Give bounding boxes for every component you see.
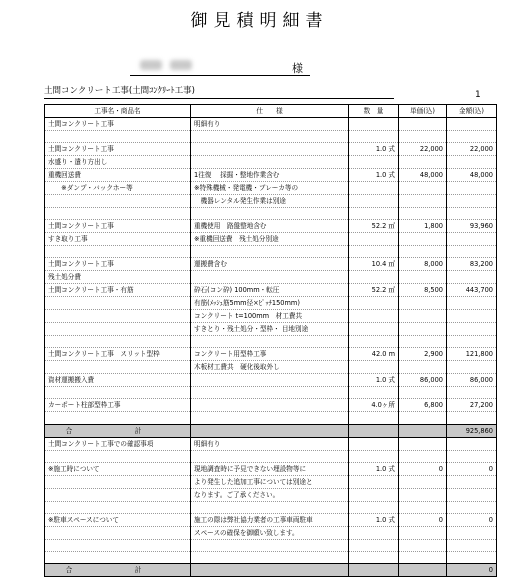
cell-quantity xyxy=(349,182,399,195)
cell-spec: 砕石(コン砕) 100mm・転圧 xyxy=(191,284,349,297)
cell-spec xyxy=(191,399,349,412)
cell-spec: 施工の際は弊社協力業者の工事車両駐車 xyxy=(191,513,349,526)
cell-unit-price xyxy=(399,387,447,399)
cell-unit-price: 6,800 xyxy=(399,399,447,412)
table-row xyxy=(45,258,497,271)
cell-amount xyxy=(447,526,497,539)
cell-unit-price xyxy=(399,551,447,563)
table-row xyxy=(45,271,497,284)
cell-item-name: 重機回送費 xyxy=(45,169,191,182)
cell-spec xyxy=(191,539,349,551)
cell-quantity xyxy=(349,551,399,563)
cell-spec xyxy=(191,143,349,156)
cell-quantity xyxy=(349,501,399,513)
table-row xyxy=(45,374,497,387)
cell-amount xyxy=(447,437,497,450)
cell-quantity xyxy=(349,539,399,551)
table-row xyxy=(45,551,497,563)
cell-spec xyxy=(191,131,349,143)
cell-item-name: カーポート柱部型枠工事 xyxy=(45,399,191,412)
cell-item-name: 合 計 xyxy=(45,424,191,437)
cell-unit-price xyxy=(399,195,447,208)
cell-item-name xyxy=(45,246,191,258)
cell-amount xyxy=(447,336,497,348)
cell-item-name: 土間コンクリート工事 xyxy=(45,118,191,131)
table-row xyxy=(45,195,497,208)
cell-spec: 運搬費含む xyxy=(191,258,349,271)
cell-quantity xyxy=(349,233,399,246)
cell-quantity xyxy=(349,475,399,488)
cell-item-name xyxy=(45,208,191,220)
cell-quantity xyxy=(349,246,399,258)
cell-unit-price: 8,000 xyxy=(399,258,447,271)
cell-quantity: 4.0ヶ所 xyxy=(349,399,399,412)
cell-quantity xyxy=(349,563,399,576)
cell-quantity xyxy=(349,412,399,424)
cell-item-name xyxy=(45,195,191,208)
cell-spec: コンクリート t=100mm 材工費共 xyxy=(191,310,349,323)
cell-unit-price xyxy=(399,475,447,488)
table-row xyxy=(45,437,497,450)
cell-unit-price xyxy=(399,563,447,576)
cell-unit-price xyxy=(399,539,447,551)
estimate-table xyxy=(44,104,497,577)
cell-item-name: 土間コンクリート工事 スリット型枠 xyxy=(45,348,191,361)
cell-item-name xyxy=(45,539,191,551)
cell-item-name: 土間コンクリート工事での確認事項 xyxy=(45,437,191,450)
redacted-name-block xyxy=(140,60,162,70)
cell-spec: より発生した追加工事については別途と xyxy=(191,475,349,488)
cell-unit-price xyxy=(399,208,447,220)
table-row xyxy=(45,208,497,220)
table-row xyxy=(45,233,497,246)
table-row xyxy=(45,513,497,526)
table-row xyxy=(45,220,497,233)
cell-quantity xyxy=(349,131,399,143)
table-row xyxy=(45,169,497,182)
table-row xyxy=(45,156,497,169)
cell-quantity xyxy=(349,526,399,539)
cell-quantity xyxy=(349,297,399,310)
cell-spec xyxy=(191,387,349,399)
cell-spec xyxy=(191,156,349,169)
cell-unit-price xyxy=(399,271,447,284)
cell-unit-price: 48,000 xyxy=(399,169,447,182)
cell-quantity xyxy=(349,195,399,208)
cell-spec xyxy=(191,374,349,387)
cell-quantity xyxy=(349,323,399,336)
cell-amount xyxy=(447,182,497,195)
cell-unit-price xyxy=(399,118,447,131)
cell-unit-price: 22,000 xyxy=(399,143,447,156)
table-row xyxy=(45,361,497,374)
cell-unit-price xyxy=(399,233,447,246)
table-row xyxy=(45,424,497,437)
redacted-name-block xyxy=(170,60,192,70)
table-row xyxy=(45,143,497,156)
cell-quantity xyxy=(349,450,399,462)
header-item-name: 工事名・商品名 xyxy=(45,105,191,118)
cell-amount xyxy=(447,551,497,563)
cell-item-name xyxy=(45,387,191,399)
cell-item-name: 資材運搬搬入費 xyxy=(45,374,191,387)
cell-spec: 有筋(ﾒｯｼｭ筋5mm径×ﾋﾟｯﾁ150mm) xyxy=(191,297,349,310)
cell-unit-price xyxy=(399,501,447,513)
cell-spec xyxy=(191,450,349,462)
cell-quantity xyxy=(349,336,399,348)
cell-spec: 1往復 採掘・整地作業含む xyxy=(191,169,349,182)
cell-item-name: 合 計 xyxy=(45,563,191,576)
cell-item-name: 水盛り・遣り方出し xyxy=(45,156,191,169)
table-header-row xyxy=(45,105,497,118)
table-row xyxy=(45,131,497,143)
cell-item-name xyxy=(45,475,191,488)
header-amount: 金額(込) xyxy=(447,105,497,118)
cell-unit-price xyxy=(399,336,447,348)
cell-item-name xyxy=(45,488,191,501)
cell-amount xyxy=(447,156,497,169)
cell-item-name: 土間コンクリート工事 xyxy=(45,143,191,156)
cell-unit-price xyxy=(399,526,447,539)
cell-amount xyxy=(447,412,497,424)
cell-quantity: 10.4 ㎡ xyxy=(349,258,399,271)
cell-item-name: 土間コンクリート工事 xyxy=(45,220,191,233)
table-row xyxy=(45,563,497,576)
cell-spec: スペースの確保を御願い致します。 xyxy=(191,526,349,539)
cell-unit-price xyxy=(399,412,447,424)
cell-amount xyxy=(447,246,497,258)
cell-item-name: ※駐車スペースについて xyxy=(45,513,191,526)
cell-quantity: 1.0 式 xyxy=(349,374,399,387)
table-row xyxy=(45,310,497,323)
cell-unit-price: 1,800 xyxy=(399,220,447,233)
table-row xyxy=(45,539,497,551)
cell-quantity: 52.2 ㎡ xyxy=(349,284,399,297)
honorific-label: 様 xyxy=(292,62,303,75)
cell-spec: ※重機回送費 残土処分別途 xyxy=(191,233,349,246)
cell-item-name: 残土処分費 xyxy=(45,271,191,284)
cell-amount xyxy=(447,488,497,501)
cell-spec: 現地調査時に予見できない埋設物等に xyxy=(191,462,349,475)
cell-quantity xyxy=(349,208,399,220)
cell-amount: 0 xyxy=(447,462,497,475)
cell-quantity: 52.2 ㎡ xyxy=(349,220,399,233)
cell-unit-price: 8,500 xyxy=(399,284,447,297)
cell-spec xyxy=(191,424,349,437)
cell-amount: 121,800 xyxy=(447,348,497,361)
cell-amount xyxy=(447,233,497,246)
cell-spec: ※特殊機械・発電機・ブレーカ等の xyxy=(191,182,349,195)
cell-spec xyxy=(191,563,349,576)
cell-item-name: すき取り工事 xyxy=(45,233,191,246)
cell-item-name xyxy=(45,297,191,310)
table-row xyxy=(45,399,497,412)
cell-unit-price xyxy=(399,297,447,310)
cell-amount xyxy=(447,271,497,284)
cell-quantity: 1.0 式 xyxy=(349,143,399,156)
table-row xyxy=(45,182,497,195)
cell-amount: 0 xyxy=(447,513,497,526)
page-number: 1 xyxy=(475,90,481,100)
cell-amount xyxy=(447,297,497,310)
cell-unit-price: 0 xyxy=(399,462,447,475)
table-row xyxy=(45,336,497,348)
cell-amount xyxy=(447,501,497,513)
cell-unit-price: 0 xyxy=(399,513,447,526)
cell-spec: コンクリート用型枠工事 xyxy=(191,348,349,361)
cell-quantity: 1.0 式 xyxy=(349,513,399,526)
cell-spec: 機器レンタル発生作業は別途 xyxy=(191,195,349,208)
table-body xyxy=(45,118,497,577)
cell-amount xyxy=(447,310,497,323)
cell-amount xyxy=(447,323,497,336)
header-spec: 仕 様 xyxy=(191,105,349,118)
cell-spec: 木板材工費共 硬化後取外し xyxy=(191,361,349,374)
table-row xyxy=(45,348,497,361)
cell-item-name: 土間コンクリート工事・有筋 xyxy=(45,284,191,297)
cell-item-name xyxy=(45,323,191,336)
table-row xyxy=(45,462,497,475)
cell-spec xyxy=(191,246,349,258)
cell-unit-price: 86,000 xyxy=(399,374,447,387)
cell-amount xyxy=(447,118,497,131)
cell-spec: なります。ご了承ください。 xyxy=(191,488,349,501)
cell-unit-price xyxy=(399,424,447,437)
cell-amount: 27,200 xyxy=(447,399,497,412)
cell-item-name xyxy=(45,310,191,323)
cell-unit-price xyxy=(399,488,447,501)
cell-spec xyxy=(191,501,349,513)
header-unit-price: 単価(込) xyxy=(399,105,447,118)
cell-amount: 93,960 xyxy=(447,220,497,233)
cell-spec xyxy=(191,336,349,348)
cell-spec xyxy=(191,208,349,220)
cell-quantity xyxy=(349,437,399,450)
cell-quantity: 1.0 式 xyxy=(349,462,399,475)
table-row xyxy=(45,118,497,131)
cell-spec: すきとり・残土処分・型枠・ 目地別途 xyxy=(191,323,349,336)
cell-amount xyxy=(447,450,497,462)
cell-amount: 22,000 xyxy=(447,143,497,156)
cell-amount xyxy=(447,131,497,143)
cell-amount: 443,700 xyxy=(447,284,497,297)
cell-unit-price xyxy=(399,361,447,374)
cell-unit-price xyxy=(399,246,447,258)
cell-quantity xyxy=(349,387,399,399)
cell-item-name xyxy=(45,361,191,374)
cell-amount: 0 xyxy=(447,563,497,576)
cell-amount xyxy=(447,475,497,488)
table-row xyxy=(45,475,497,488)
cell-quantity xyxy=(349,271,399,284)
cell-unit-price xyxy=(399,156,447,169)
cell-quantity: 42.0 m xyxy=(349,348,399,361)
cell-amount xyxy=(447,387,497,399)
table-row xyxy=(45,387,497,399)
cell-item-name xyxy=(45,412,191,424)
cell-quantity xyxy=(349,361,399,374)
cell-spec xyxy=(191,271,349,284)
cell-unit-price xyxy=(399,131,447,143)
cell-unit-price xyxy=(399,310,447,323)
cell-spec: 明細有り xyxy=(191,437,349,450)
cell-quantity xyxy=(349,118,399,131)
table-row xyxy=(45,501,497,513)
table-row xyxy=(45,526,497,539)
cell-item-name xyxy=(45,131,191,143)
cell-amount xyxy=(447,208,497,220)
cell-unit-price: 2,900 xyxy=(399,348,447,361)
section-title: 土間コンクリート工事(土間ｺﾝｸﾘｰﾄ工事) xyxy=(44,84,394,99)
table-row xyxy=(45,412,497,424)
cell-item-name xyxy=(45,526,191,539)
table-row xyxy=(45,297,497,310)
cell-spec xyxy=(191,551,349,563)
cell-amount: 83,200 xyxy=(447,258,497,271)
table-row xyxy=(45,284,497,297)
table-row xyxy=(45,450,497,462)
table-row xyxy=(45,246,497,258)
cell-item-name xyxy=(45,551,191,563)
cell-item-name xyxy=(45,336,191,348)
cell-quantity: 1.0 式 xyxy=(349,169,399,182)
table-row xyxy=(45,488,497,501)
cell-quantity xyxy=(349,424,399,437)
cell-spec: 明細有り xyxy=(191,118,349,131)
cell-quantity xyxy=(349,488,399,501)
cell-quantity xyxy=(349,156,399,169)
cell-unit-price xyxy=(399,182,447,195)
cell-spec xyxy=(191,412,349,424)
cell-amount xyxy=(447,361,497,374)
customer-name-redacted xyxy=(130,56,310,76)
cell-quantity xyxy=(349,310,399,323)
cell-amount xyxy=(447,539,497,551)
cell-item-name xyxy=(45,501,191,513)
cell-unit-price xyxy=(399,323,447,336)
header-quantity: 数 量 xyxy=(349,105,399,118)
cell-unit-price xyxy=(399,437,447,450)
cell-item-name: ※施工時について xyxy=(45,462,191,475)
document-title: 御見積明細書 xyxy=(190,11,329,31)
cell-amount: 48,000 xyxy=(447,169,497,182)
cell-item-name: 土間コンクリート工事 xyxy=(45,258,191,271)
cell-item-name xyxy=(45,450,191,462)
cell-spec: 重機使用 路盤整地含む xyxy=(191,220,349,233)
table-row xyxy=(45,323,497,336)
cell-item-name: ※ダンプ・バックホー等 xyxy=(45,182,191,195)
cell-amount xyxy=(447,195,497,208)
cell-unit-price xyxy=(399,450,447,462)
cell-amount: 86,000 xyxy=(447,374,497,387)
cell-amount: 925,860 xyxy=(447,424,497,437)
